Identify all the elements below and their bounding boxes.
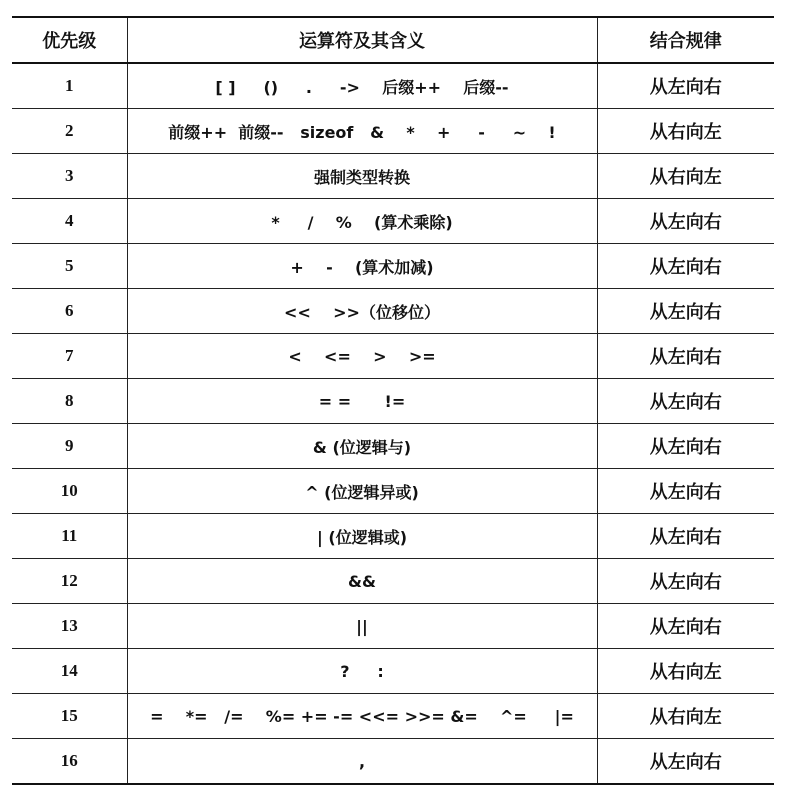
header-operators: 运算符及其含义	[127, 17, 597, 63]
table-row	[12, 244, 774, 289]
operators-cell: ^ (位逻辑异或)	[127, 469, 597, 514]
operators-cell: ? :	[127, 649, 597, 694]
operators-cell: << >>（位移位）	[127, 289, 597, 334]
associativity-cell: 从左向右	[597, 199, 774, 244]
table-row	[12, 63, 774, 109]
priority-cell: 3	[12, 154, 127, 199]
table-body	[12, 63, 774, 784]
associativity-cell: 从左向右	[597, 379, 774, 424]
table-row	[12, 199, 774, 244]
priority-cell: 1	[12, 63, 127, 109]
priority-cell: 4	[12, 199, 127, 244]
operators-cell: < <= > >=	[127, 334, 597, 379]
priority-cell: 5	[12, 244, 127, 289]
priority-cell: 15	[12, 694, 127, 739]
associativity-cell: 从左向右	[597, 63, 774, 109]
table-row	[12, 289, 774, 334]
associativity-cell: 从左向右	[597, 469, 774, 514]
table-row	[12, 514, 774, 559]
table-row	[12, 154, 774, 199]
priority-cell: 12	[12, 559, 127, 604]
table-row	[12, 334, 774, 379]
associativity-cell: 从左向右	[597, 559, 774, 604]
associativity-cell: 从左向右	[597, 739, 774, 785]
table-row	[12, 424, 774, 469]
operators-cell: 前缀++ 前缀-- sizeof & * + - ~ !	[127, 109, 597, 154]
operators-cell: & (位逻辑与)	[127, 424, 597, 469]
operator-precedence-table-container	[12, 16, 774, 785]
table-row	[12, 109, 774, 154]
table-row	[12, 469, 774, 514]
associativity-cell: 从左向右	[597, 514, 774, 559]
priority-cell: 16	[12, 739, 127, 785]
header-priority: 优先级	[12, 17, 127, 63]
priority-cell: 14	[12, 649, 127, 694]
table-row	[12, 559, 774, 604]
operators-cell: | (位逻辑或)	[127, 514, 597, 559]
associativity-cell: 从左向右	[597, 289, 774, 334]
priority-cell: 6	[12, 289, 127, 334]
priority-cell: 9	[12, 424, 127, 469]
priority-cell: 7	[12, 334, 127, 379]
operators-cell: ,	[127, 739, 597, 785]
table-row	[12, 649, 774, 694]
associativity-cell: 从右向左	[597, 109, 774, 154]
priority-cell: 11	[12, 514, 127, 559]
associativity-cell: 从左向右	[597, 604, 774, 649]
table-row	[12, 379, 774, 424]
operators-cell: &&	[127, 559, 597, 604]
table-header	[12, 17, 774, 63]
header-row	[12, 17, 774, 63]
table-row	[12, 604, 774, 649]
operators-cell: = *= /= %= += -= <<= >>= &= ^= |=	[127, 694, 597, 739]
operators-cell: * / % (算术乘除)	[127, 199, 597, 244]
associativity-cell: 从左向右	[597, 244, 774, 289]
priority-cell: 8	[12, 379, 127, 424]
table-row	[12, 694, 774, 739]
associativity-cell: 从左向右	[597, 424, 774, 469]
associativity-cell: 从左向右	[597, 334, 774, 379]
operator-precedence-table	[12, 16, 774, 785]
priority-cell: 13	[12, 604, 127, 649]
priority-cell: 2	[12, 109, 127, 154]
operators-cell: 强制类型转换	[127, 154, 597, 199]
table-row	[12, 739, 774, 785]
associativity-cell: 从右向左	[597, 154, 774, 199]
operators-cell: [ ] () . -> 后缀++ 后缀--	[127, 63, 597, 109]
header-associativity: 结合规律	[597, 17, 774, 63]
operators-cell: + - (算术加减)	[127, 244, 597, 289]
operators-cell: ||	[127, 604, 597, 649]
associativity-cell: 从右向左	[597, 649, 774, 694]
priority-cell: 10	[12, 469, 127, 514]
operators-cell: = = !=	[127, 379, 597, 424]
associativity-cell: 从右向左	[597, 694, 774, 739]
